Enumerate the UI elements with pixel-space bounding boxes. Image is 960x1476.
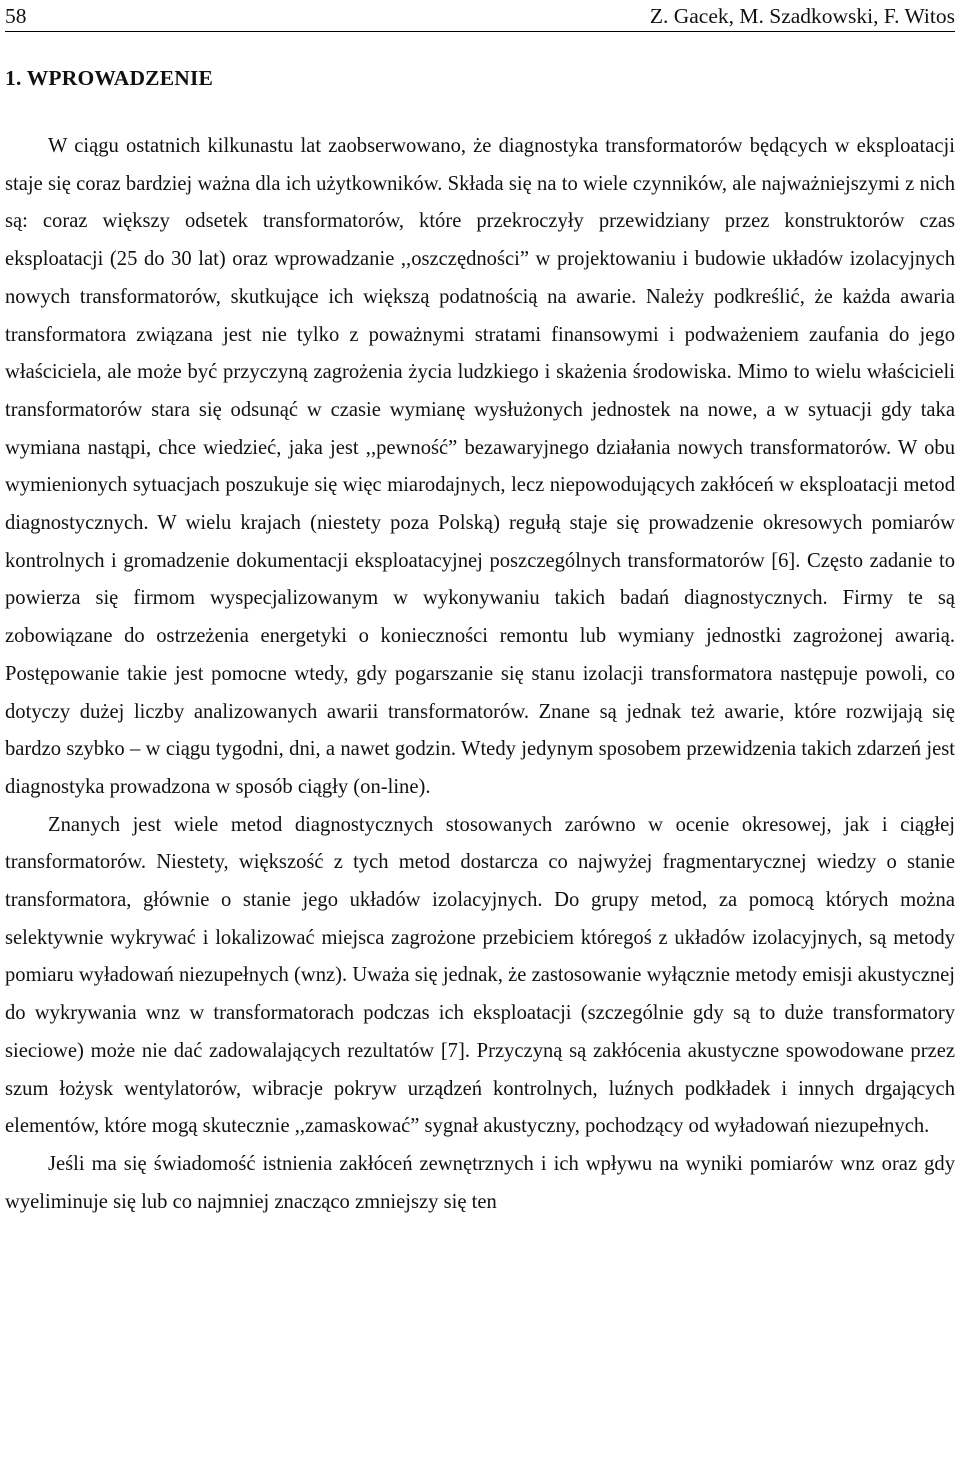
paragraph: Znanych jest wiele metod diagnostycznych stosowanych zarówno w ocenie okresowej, jak i ciągłej transformatorów. Niestety, większość z tych metod dostarcza co najwyżej fragmentarycznej wiedzy o stanie transformatora, głównie o stanie jego układów izolacyjnych. Do grupy metod, za pomocą których można selektywnie wykrywać i lokalizować miejsca zagrożone przebiciem któregoś z układów izolacyjnych, są metody pomiaru wyładowań niezupełnych (wnz). Uważa się jednak, że zastosowanie wyłącznie metody emisji akustycznej do wykrywania wnz w transformatorach podczas ich eksploatacji (szczególnie gdy są to duże transformatory sieciowe) może nie dać zadowalających rezultatów [7]. Przyczyną są zakłócenia akustyczne spowodowane przez szum łożysk wentylatorów, wibracje pokryw urządzeń kontrolnych, luźnych podkładek i innych drgających elementów, które mogą skutecznie ,,zamaskować” sygnał akustyczny, pochodzący od wyładowań niezupełnych. <box>5 813 955 1138</box>
body-text <box>5 128 955 1221</box>
paragraph: W ciągu ostatnich kilkunastu lat zaobserwowano, że diagnostyka transformatorów będących w eksploatacji staje się coraz bardziej ważna dla ich użytkowników. Składa się na to wiele czynników, ale najważniejszymi z nich są: coraz większy odsetek transformatorów, które przekroczyły przewidziany przez konstruktorów czas eksploatacji (25 do 30 lat) oraz wprowadzanie ,,oszczędności” w projektowaniu i budowie układów izolacyjnych nowych transformatorów, skutkujące ich większą podatnością na awarie. Należy podkreślić, że każda awaria transformatora związana jest nie tylko z poważnymi stratami finansowymi i podważeniem zaufania do jego właściciela, ale może być przyczyną zagrożenia życia ludzkiego i skażenia środowiska. Mimo to wielu właścicieli transformatorów stara się odsunąć w czasie wymianę wysłużonych jednostek na nowe, a w sytuacji gdy taka wymiana nastąpi, chce wiedzieć, jaka jest ,,pewność” bezawaryjnego działania nowych transformatorów. W obu wymienionych sytuacjach poszukuje się więc miarodajnych, lecz niepowodujących zakłóceń w eksploatacji metod diagnostycznych. W wielu krajach (niestety poza Polską) regułą staje się prowadzenie okresowych pomiarów kontrolnych i gromadzenie dokumentacji eksploatacyjnej poszczególnych transformatorów [6]. Często zadanie to powierza się firmom wyspecjalizowanym w wykonywaniu takich badań diagnostycznych. Firmy te są zobowiązane do ostrzeżenia energetyki o konieczności remontu lub wymiany jednostki zagrożonej awarią. Postępowanie takie jest pomocne wtedy, gdy pogarszanie się stanu izolacji transformatora następuje powoli, co dotyczy dużej liczby analizowanych awarii transformatorów. Znane są jednak też awarie, które rozwijają się bardzo szybko – w ciągu tygodni, dni, a nawet godzin. Wtedy jedynym sposobem przewidzenia takich zdarzeń jest diagnostyka prowadzona w sposób ciągły (on-line). <box>5 135 955 798</box>
document-page <box>5 0 955 1221</box>
header-authors: Z. Gacek, M. Szadkowski, F. Witos <box>649 4 955 28</box>
page-number: 58 <box>5 4 27 28</box>
section-title: 1. WPROWADZENIE <box>5 66 214 90</box>
running-header <box>5 0 955 32</box>
paragraph: Jeśli ma się świadomość istnienia zakłóceń zewnętrznych i ich wpływu na wyniki pomiarów wnz oraz gdy wyeliminuje się lub co najmniej znacząco zmniejszy się ten <box>5 1152 955 1213</box>
